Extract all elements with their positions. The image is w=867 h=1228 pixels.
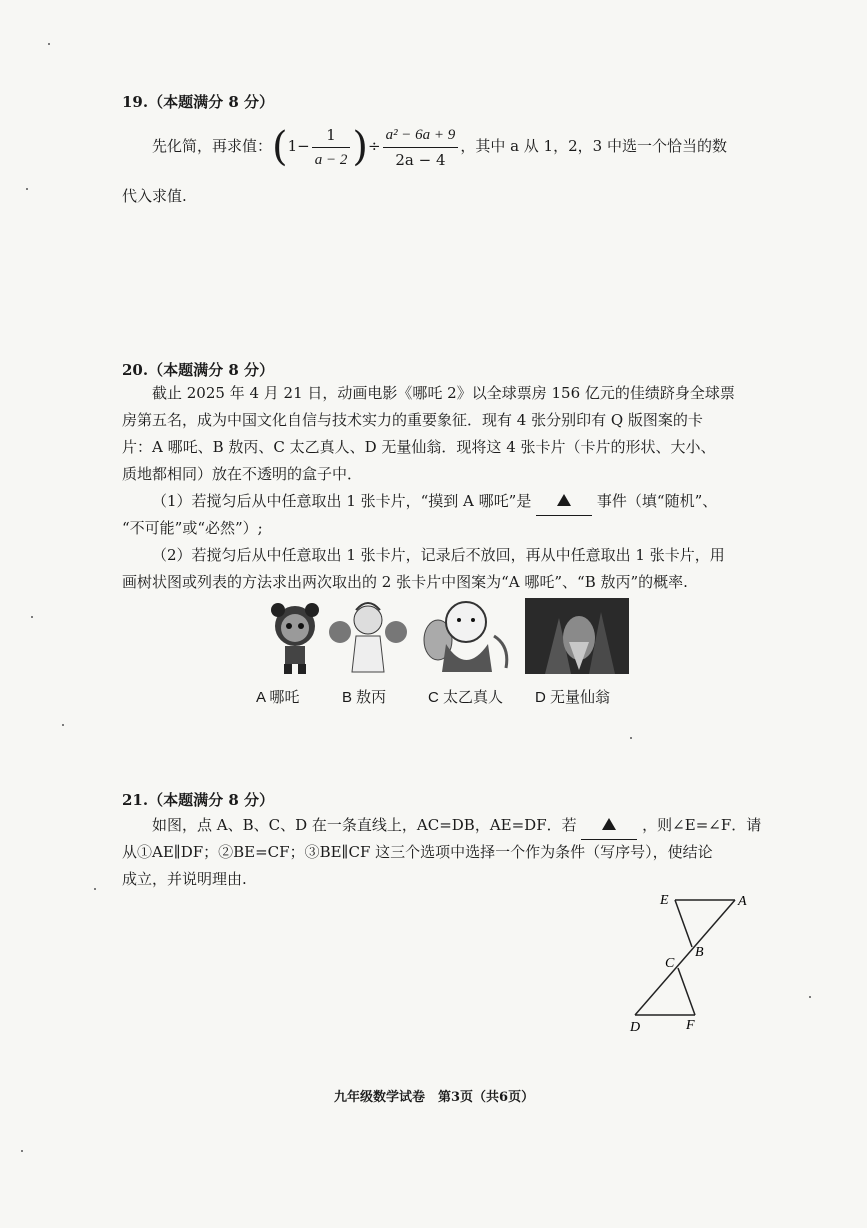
- card-label-c: C 太乙真人: [428, 689, 504, 706]
- label-e: E: [660, 893, 669, 908]
- triangle-marker-icon: [557, 494, 571, 506]
- q20-intro: [122, 380, 735, 488]
- label-a: A: [738, 894, 747, 909]
- q19-line2: 代入求值.: [122, 187, 187, 205]
- card-label-a: A 哪吒: [256, 689, 300, 706]
- aobing-card-image: [326, 596, 430, 672]
- scan-speck: [94, 888, 96, 890]
- card-label-b: B 敖丙: [342, 689, 387, 706]
- label-f: F: [686, 1018, 695, 1033]
- scan-speck: [26, 188, 28, 190]
- q20-header: 20.（本题满分 8 分）: [122, 361, 274, 379]
- scan-speck: [21, 1150, 23, 1152]
- q19-one-minus: 1−: [287, 137, 310, 155]
- label-b: B: [695, 945, 704, 960]
- answer-blank-q20[interactable]: [536, 488, 592, 516]
- q19-div: ÷: [367, 137, 381, 155]
- taiyi-card-image: [418, 596, 522, 672]
- answer-blank-q21[interactable]: [581, 812, 637, 840]
- scan-speck: [62, 724, 64, 726]
- q21-line2: 从①AE∥DF；②BE=CF；③BE∥CF 这三个选项中选择一个作为条件（写序号），使结论: [122, 843, 713, 861]
- q19-lead: 先化简，再求值：: [152, 137, 273, 155]
- q20-line: 截止 2025 年 4 月 21 日，动画电影《哪吒 2》以全球票房 156 亿元的佳绩跻身全球票: [152, 384, 735, 402]
- q19-fraction-2: $\frac{\text{a² − 6a + 9}}{2a - 4}$: [383, 125, 459, 170]
- q19-expression: 先化简，再求值：(1− $\frac{1}{a - 2}$ )÷ $\frac{\text{a² − 6a + 9}}{2a - 4}$ ，其中 a 从 1，2，3 中选一个恰当的数: [152, 124, 727, 170]
- scan-speck: [809, 996, 811, 998]
- wuliang-card-image: [525, 598, 629, 674]
- q21-header: 21.（本题满分 8 分）: [122, 791, 274, 809]
- q19-header: 19.（本题满分 8 分）: [122, 93, 274, 111]
- q20-line: 片：A 哪吒、B 敖丙、C 太乙真人、D 无量仙翁．现将这 4 张卡片（卡片的形状、大小、: [122, 438, 716, 456]
- page-footer: 九年级数学试卷 第3页（共6页）: [334, 1090, 535, 1105]
- scan-speck: [630, 737, 632, 739]
- label-c: C: [665, 956, 675, 971]
- label-d: D: [630, 1020, 641, 1035]
- q20-part1-cont: “不可能”或“必然”）;: [122, 519, 263, 537]
- q20-line: 房第五名，成为中国文化自信与技术实力的重要象征．现有 4 张分别印有 Q 版图案的卡: [122, 411, 703, 429]
- scan-speck: [48, 43, 50, 45]
- q20-line: 质地都相同）放在不透明的盒子中．: [122, 465, 363, 483]
- q20-part2-cont: 画树状图或列表的方法求出两次取出的 2 张卡片中图案为“A 哪吒”、“B 敖丙”的概率.: [122, 573, 688, 591]
- q19-tail: ，其中 a 从 1，2，3 中选一个恰当的数: [460, 137, 727, 155]
- triangle-marker-icon: [602, 818, 616, 830]
- q21-line1: 如图，点 A、B、C、D 在一条直线上，AC=DB，AE=DF．若 ，则∠E=∠F．请: [152, 812, 761, 840]
- q19-fraction-1: $\frac{1}{a - 2}$: [312, 125, 351, 170]
- q20-part1: （1）若搅匀后从中任意取出 1 张卡片，“摸到 A 哪吒”是 事件（填“随机”、: [152, 488, 717, 516]
- card-label-d: D 无量仙翁: [535, 689, 611, 706]
- q21-line3: 成立，并说明理由.: [122, 870, 247, 888]
- q20-part2: （2）若搅匀后从中任意取出 1 张卡片，记录后不放回，再从中任意取出 1 张卡片，用: [152, 546, 725, 564]
- scan-speck: [31, 616, 33, 618]
- geometry-figure: [620, 885, 760, 1035]
